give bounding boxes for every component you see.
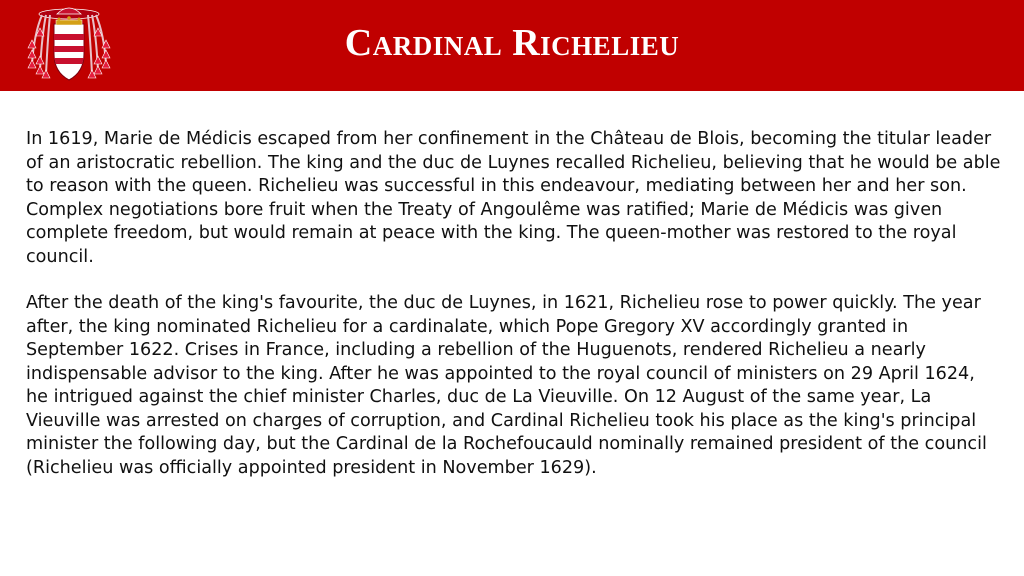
paragraph: In 1619, Marie de Médicis escaped from her confinement in the Château de Blois, becoming the titular leader of an aristocratic rebellion. The king and the duc de Luynes recalled Richelieu, believing that he would be able to reason with the queen. Richelieu was successful in this endeavour, mediating between her and her son. Complex negotiations bore fruit when the Treaty of Angoulême was ratified; Marie de Médicis was given complete freedom, but would remain at peace with the king. The queen-mother was restored to the royal council.	[26, 129, 1001, 267]
header-bar	[0, 0, 1024, 91]
page-title: Cardinal Richelieu	[344, 22, 680, 64]
body-text	[26, 128, 1001, 503]
paragraph: After the death of the king's favourite, the duc de Luynes, in 1621, Richelieu rose to power quickly. The year after, the king nominated Richelieu for a cardinalate, which Pope Gregory XV accordingly granted in September 1622. Crises in France, including a rebellion of the Huguenots, rendered Richelieu a nearly indispensable advisor to the king. After he was appointed to the royal council of ministers on 29 April 1624, he intrigued against the chief minister Charles, duc de La Vieuville. On 12 August of the same year, La Vieuville was arrested on charges of corruption, and Cardinal Richelieu took his place as the king's principal minister the following day, but the Cardinal de la Rochefoucauld nominally remained president of the council (Richelieu was officially appointed president in November 1629).	[26, 293, 987, 478]
